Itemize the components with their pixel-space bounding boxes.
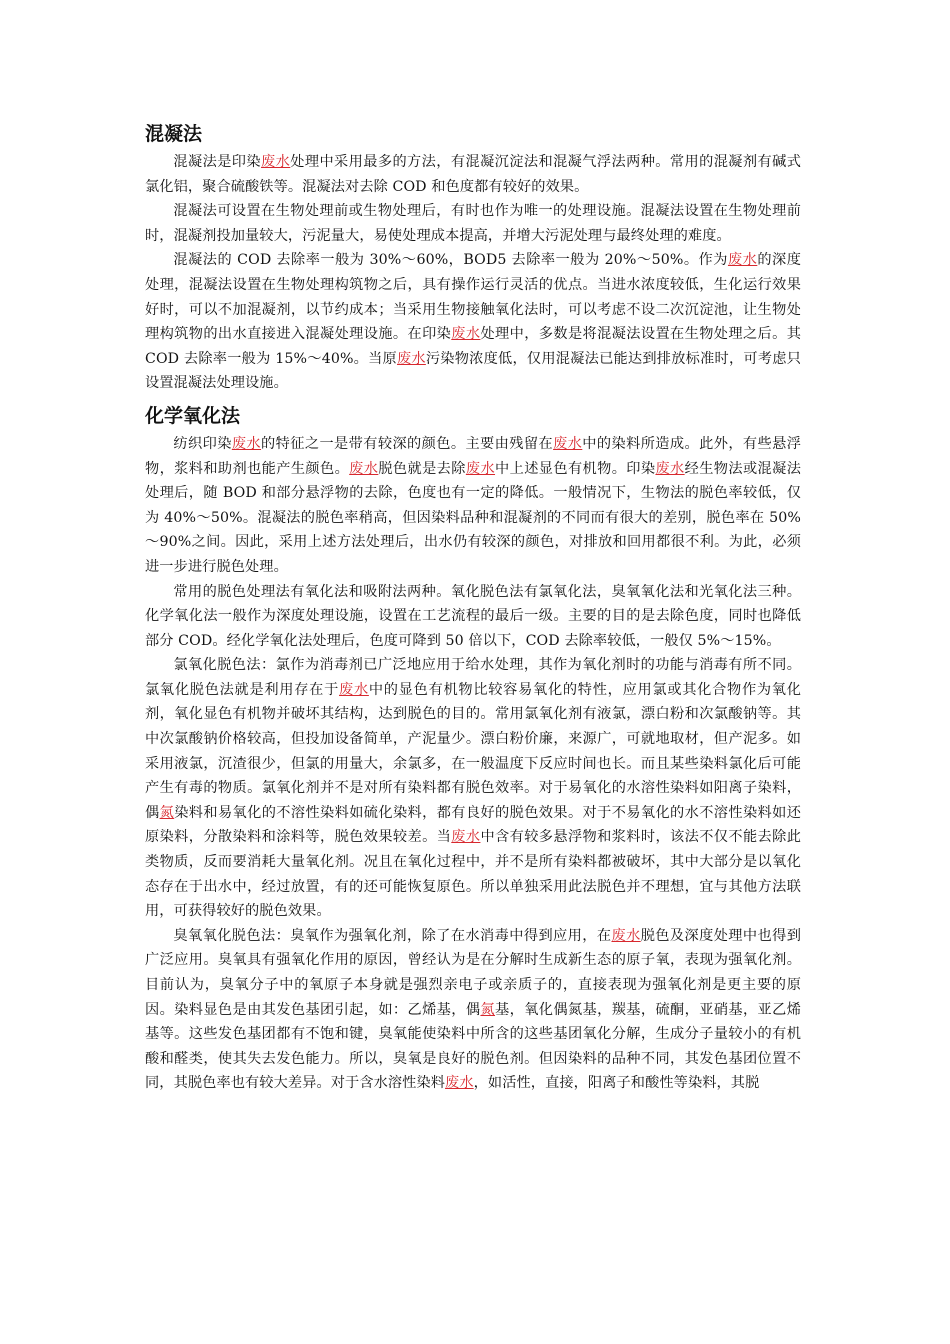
paragraph-text: 中的染料所造成。此外，有些悬浮物，浆料和助剂也能产生颜色。 <box>145 435 802 477</box>
document-page <box>145 118 801 1096</box>
paragraph-text: 中上述显色有机物。印染 <box>495 460 656 477</box>
paragraph-text: 污染物浓度低，仅用混凝法已能达到排放标准时，可考虑只设置混凝法处理设施。 <box>145 350 801 392</box>
keyword-link[interactable]: 废水 <box>451 326 481 343</box>
paragraph-text: 的特征之一是带有较深的颜色。主要由残留在 <box>261 435 554 452</box>
paragraph <box>145 924 801 1096</box>
paragraph-text: 混凝法是印染 <box>173 154 262 170</box>
paragraph-text: 中的显色有机物比较容易氧化的特性，应用氯或其化合物作为氧化剂，氧化显色有机物并破坏其结构，达到脱色的目的。常用氯氧化剂有液氯，漂白粉和次氯酸钠等。其中次氯酸钠价格较高，但投加设备简单，产泥量少。漂白粉价廉，来源广，可就地取材，但产泥多。如采用液氯，沉渣很少，但氯的用量大，余氯多，在一般温度下反应时间也长。而且某些染料氯化后可能产生有毒的物质。氯氧化剂并不是对所有染料都有脱色效率。对于易氧化的水溶性染料如阳离子染料，偶 <box>145 681 802 821</box>
section-title-coagulation: 混凝法 <box>145 123 203 145</box>
keyword-link[interactable]: 废水 <box>655 460 685 477</box>
keyword-link[interactable]: 氮 <box>480 1001 496 1018</box>
paragraph <box>145 653 801 924</box>
keyword-link[interactable]: 废水 <box>261 154 291 170</box>
keyword-link[interactable]: 废水 <box>727 252 758 269</box>
paragraph-text: 经生物法或混凝法处理后，随 BOD 和部分悬浮物的去除，色度也有一定的降低。一般情况下，生物法的脱色率较低，仅为 40%～50%。混凝法的脱色率稍高，但因染料品种和混凝剂的不同而有很大的差别，脱色率在 50%～90%之间。因此，采用上述方法处理后，出水仍有较深的颜色，对排放和回用都很不利。为此，必须进一步进行脱色处理。 <box>145 460 801 575</box>
paragraph-text: 氯氧化脱色法：氯作为消毒剂已广泛地应用于给水处理，其作为氧化剂时的功能与消毒有所不同。氯氧化脱色法就是利用存在于 <box>145 657 801 698</box>
paragraph-text: 的深度处理，混凝法设置在生物处理构筑物之后，具有操作运行灵活的优点。当进水浓度较低，生化运行效果好时，可以不加混凝剂，以节约成本；当采用生物接触氧化法时，可以考虑不设二次沉淀池，让生物处理构筑物的出水直接进入混凝处理设施。在印染 <box>145 252 802 343</box>
keyword-link[interactable]: 废水 <box>553 435 583 452</box>
paragraph <box>145 432 801 580</box>
paragraph <box>145 580 801 654</box>
paragraph-text: 纺织印染 <box>173 435 232 452</box>
paragraph <box>145 150 801 199</box>
keyword-link[interactable]: 废水 <box>339 681 369 698</box>
paragraph-text: 混凝法可设置在生物处理前或生物处理后，有时也作为唯一的处理设施。混凝法设置在生物处理前时，混凝剂投加量较大，污泥量大，易使处理成本提高，并增大污泥处理与最终处理的难度。 <box>145 203 801 244</box>
keyword-link[interactable]: 废水 <box>611 927 641 944</box>
paragraph-text: 混凝法的 COD 去除率一般为 30%～60%，BOD5 去除率一般为 20%～50%。作为 <box>173 252 728 269</box>
paragraph-text: 常用的脱色处理法有氧化法和吸附法两种。氧化脱色法有氯氧化法，臭氧氧化法和光氧化法三种。化学氧化法一般作为深度处理设施，设置在工艺流程的最后一级。主要的目的是去除色度，同时也降低部分 COD。经化学氧化法处理后，色度可降到 50 倍以下，COD 去除率较低，一般仅 5%～15%。 <box>145 583 801 649</box>
keyword-link[interactable]: 废水 <box>396 350 426 367</box>
paragraph-text: 脱色就是去除 <box>378 460 466 477</box>
paragraph-text: 处理中采用最多的方法，有混凝沉淀法和混凝气浮法两种。常用的混凝剂有碱式氯化铝，聚合硫酸铁等。混凝法对去除 COD 和色度都有较好的效果。 <box>145 154 802 195</box>
keyword-link[interactable]: 废水 <box>445 1075 474 1092</box>
paragraph-text: 基，氧化偶氮基，羰基，硫酮，亚硝基，亚乙烯基等。这些发色基团都有不饱和键，臭氧能使染料中所含的这些基团氧化分解，生成分子量较小的有机酸和醛类，使其失去发色能力。所以，臭氧是良好的脱色剂。但因染料的品种不同，其发色基团位置不同，其脱色率也有较大差异。对于含水溶性染料 <box>145 1001 801 1092</box>
paragraph-text: 脱色及深度处理中也得到广泛应用。臭氧具有强氧化作用的原因，曾经认为是在分解时生成新生态的原子氧，表现为强氧化剂。目前认为，臭氧分子中的氧原子本身就是强烈亲电子或亲质子的，直接表现为强氧化剂是更主要的原因。染料显色是由其发色基团引起，如：乙烯基，偶 <box>145 927 801 1018</box>
keyword-link[interactable]: 废水 <box>349 460 379 477</box>
paragraph <box>145 248 801 396</box>
paragraph-text: 处理中，多数是将混凝法设置在生物处理之后。其 COD 去除率一般为 15%～40%。当原 <box>145 326 801 367</box>
section-title-chemical-oxidation: 化学氧化法 <box>145 404 241 427</box>
paragraph-text: 中含有较多悬浮物和浆料时，该法不仅不能去除此类物质，反而要消耗大量氧化剂。况且在氧化过程中，并不是所有染料都被破坏，其中大部分是以氧化态存在于出水中，经过放置，有的还可能恢复原色。所以单独采用此法脱色并不理想，宜与其他方法联用，可获得较好的脱色效果。 <box>145 829 801 920</box>
keyword-link[interactable]: 废水 <box>465 460 496 477</box>
keyword-link[interactable]: 废水 <box>231 435 262 452</box>
keyword-link[interactable]: 废水 <box>451 829 481 846</box>
paragraph-text: ，如活性，直接，阳离子和酸性等染料，其脱 <box>473 1075 760 1092</box>
paragraph-text: 臭氧氧化脱色法：臭氧作为强氧化剂，除了在水消毒中得到应用，在 <box>173 927 612 944</box>
paragraph <box>145 199 801 248</box>
keyword-link[interactable]: 氮 <box>159 804 175 821</box>
paragraph-text: 染料和易氧化的不溶性染料如硫化染料，都有良好的脱色效果。对于不易氧化的水不溶性染料如还原染料，分散染料和涂料等，脱色效果较差。当 <box>145 804 801 846</box>
